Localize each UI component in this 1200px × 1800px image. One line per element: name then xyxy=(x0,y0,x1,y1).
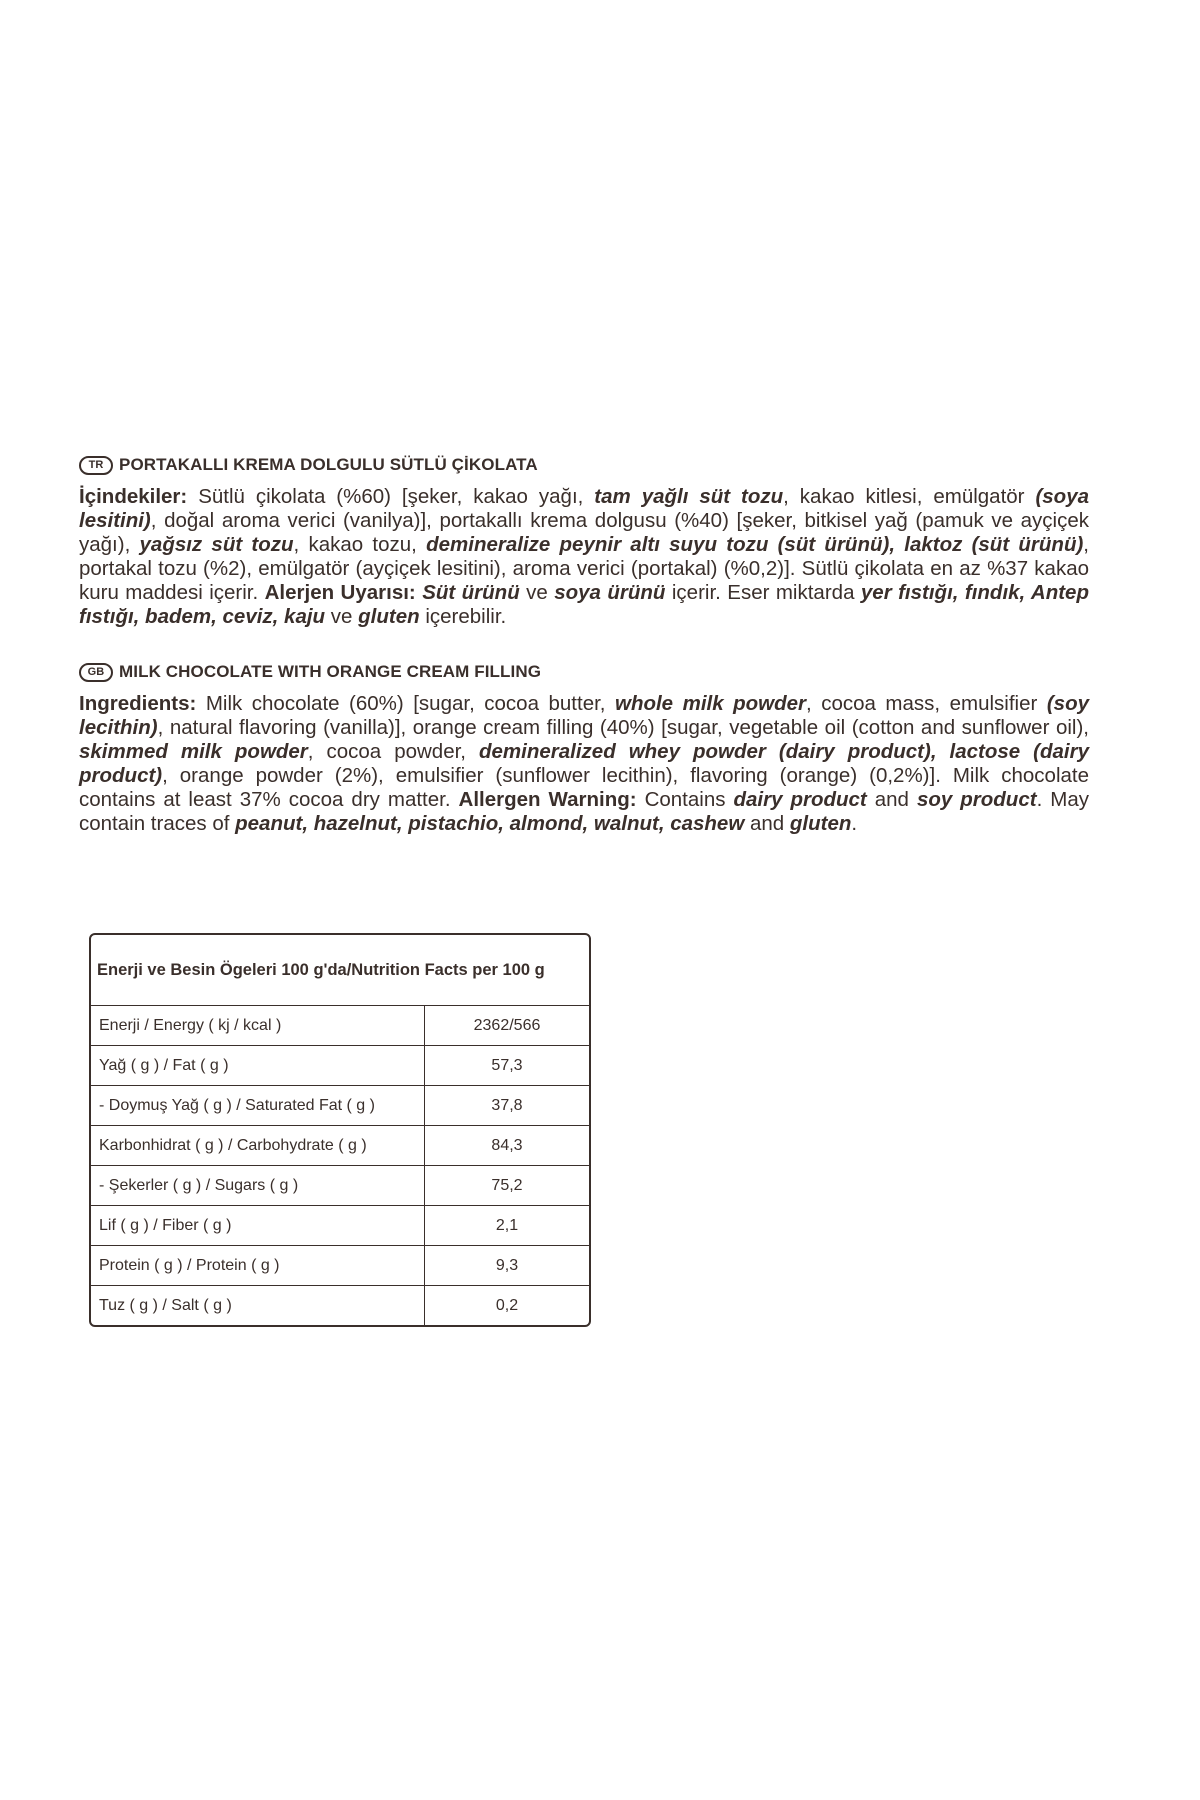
nutrient-value: 0,2 xyxy=(425,1286,590,1326)
nutrient-label: - Doymuş Yağ ( g ) / Saturated Fat ( g ) xyxy=(91,1086,425,1126)
text-segment: skimmed milk powder xyxy=(79,740,308,763)
text-segment: demineralized whey powder (dairy product), lactose (dairy product) xyxy=(79,740,1089,787)
english-ingredients-text xyxy=(79,692,1089,836)
nutrient-label: Enerji / Energy ( kj / kcal ) xyxy=(91,1006,425,1046)
text-segment: Milk chocolate (60%) [sugar, cocoa butter, xyxy=(196,692,615,715)
text-segment: soy product xyxy=(916,788,1037,811)
text-segment: , cocoa mass, emulsifier xyxy=(806,692,1047,715)
nutrition-row xyxy=(91,1006,589,1046)
nutrient-label: - Şekerler ( g ) / Sugars ( g ) xyxy=(91,1166,425,1206)
nutrition-row xyxy=(91,1166,589,1206)
text-segment: Ingredients: xyxy=(79,692,197,715)
text-segment: Sütlü çikolata (%60) [şeker, kakao yağı, xyxy=(187,485,595,508)
text-segment: peanut, hazelnut, pistachio, almond, walnut, cashew xyxy=(235,812,745,835)
nutrient-value: 9,3 xyxy=(425,1246,590,1286)
text-segment: İçindekiler: xyxy=(79,485,188,508)
turkish-product-title: PORTAKALLI KREMA DOLGULU SÜTLÜ ÇİKOLATA xyxy=(119,455,538,474)
nutrition-table-title: Enerji ve Besin Ögeleri 100 g'da/Nutrition Facts per 100 g xyxy=(91,935,589,1006)
nutrient-value: 75,2 xyxy=(425,1166,590,1206)
text-segment: Contains xyxy=(636,788,734,811)
english-product-title: MILK CHOCOLATE WITH ORANGE CREAM FILLING xyxy=(119,662,542,681)
text-segment: yer fıstığı, fındık, Antep fıstığı, badem, ceviz, kaju xyxy=(79,581,1089,628)
text-segment: , kakao tozu, xyxy=(293,533,427,556)
text-segment: dairy product xyxy=(733,788,867,811)
nutrition-row xyxy=(91,1286,589,1326)
text-segment: içerebilir. xyxy=(419,605,507,628)
text-segment: . May contain traces of xyxy=(79,788,1089,835)
nutrient-label: Karbonhidrat ( g ) / Carbohydrate ( g ) xyxy=(91,1126,425,1166)
nutrient-label: Yağ ( g ) / Fat ( g ) xyxy=(91,1046,425,1086)
text-segment: (soya lesitini) xyxy=(79,485,1090,532)
turkish-ingredients-section xyxy=(79,455,1089,629)
text-segment: (soy lecithin) xyxy=(79,692,1089,739)
nutrition-rows xyxy=(91,1006,589,1325)
text-segment: whole milk powder xyxy=(615,692,807,715)
nutrient-value: 84,3 xyxy=(425,1126,590,1166)
nutrition-row xyxy=(91,1246,589,1286)
text-segment: , doğal aroma verici (vanilya)], portakallı krema dolgusu (%40) [şeker, bitkisel yağ (pamuk ve ayçiçek yağı), xyxy=(79,509,1089,556)
text-segment: Süt ürünü xyxy=(422,581,520,604)
text-segment: soya ürünü xyxy=(554,581,666,604)
english-product-heading xyxy=(79,662,1089,682)
nutrient-label: Tuz ( g ) / Salt ( g ) xyxy=(91,1286,425,1326)
nutrient-label: Lif ( g ) / Fiber ( g ) xyxy=(91,1206,425,1246)
text-segment: , portakal tozu (%2), emülgatör (ayçiçek lesitini), aroma verici (portakal) (%0,2)]. Sütlü çikolata en az %37 kakao kuru maddesi içerir. xyxy=(79,533,1089,604)
text-segment: gluten xyxy=(358,605,420,628)
nutrition-row xyxy=(91,1206,589,1246)
text-segment: ve xyxy=(325,605,359,628)
nutrient-label: Protein ( g ) / Protein ( g ) xyxy=(91,1246,425,1286)
text-segment: , natural flavoring (vanilla)], orange cream filling (40%) [sugar, vegetable oil (cotton and sunflower oil), xyxy=(157,716,1089,739)
text-segment: . xyxy=(851,812,858,835)
text-segment: demineralize peynir altı suyu tozu (süt ürünü), laktoz (süt ürünü) xyxy=(426,533,1084,556)
nutrition-row xyxy=(91,1086,589,1126)
text-segment: tam yağlı süt tozu xyxy=(594,485,784,508)
text-segment: , cocoa powder, xyxy=(307,740,479,763)
text-segment: yağsız süt tozu xyxy=(139,533,294,556)
nutrient-value: 57,3 xyxy=(425,1046,590,1086)
nutrition-facts-table xyxy=(89,933,591,1327)
nutrient-value: 37,8 xyxy=(425,1086,590,1126)
nutrition-row xyxy=(91,1046,589,1086)
language-badge-gb: GB xyxy=(79,663,113,682)
nutrient-value: 2362/566 xyxy=(473,1016,541,1034)
language-badge-tr: TR xyxy=(79,456,113,475)
text-segment: Allergen Warning: xyxy=(458,788,637,811)
nutrient-value: 2,1 xyxy=(425,1206,590,1246)
turkish-ingredients-text xyxy=(79,485,1089,629)
text-segment: gluten xyxy=(789,812,852,835)
text-segment: ve xyxy=(519,581,555,604)
english-ingredients-section xyxy=(79,662,1089,836)
text-segment: and xyxy=(866,788,917,811)
text-segment: Alerjen Uyarısı: xyxy=(264,581,416,604)
text-segment: , kakao kitlesi, emülgatör xyxy=(783,485,1036,508)
text-segment: içerir. Eser miktarda xyxy=(665,581,861,604)
nutrition-row xyxy=(91,1126,589,1166)
turkish-product-heading xyxy=(79,455,1089,475)
text-segment: , orange powder (2%), emulsifier (sunflower lecithin), flavoring (orange) (0,2%)]. Milk chocolate contains at least 37% cocoa dry matter. xyxy=(79,764,1089,811)
text-segment: and xyxy=(744,812,790,835)
